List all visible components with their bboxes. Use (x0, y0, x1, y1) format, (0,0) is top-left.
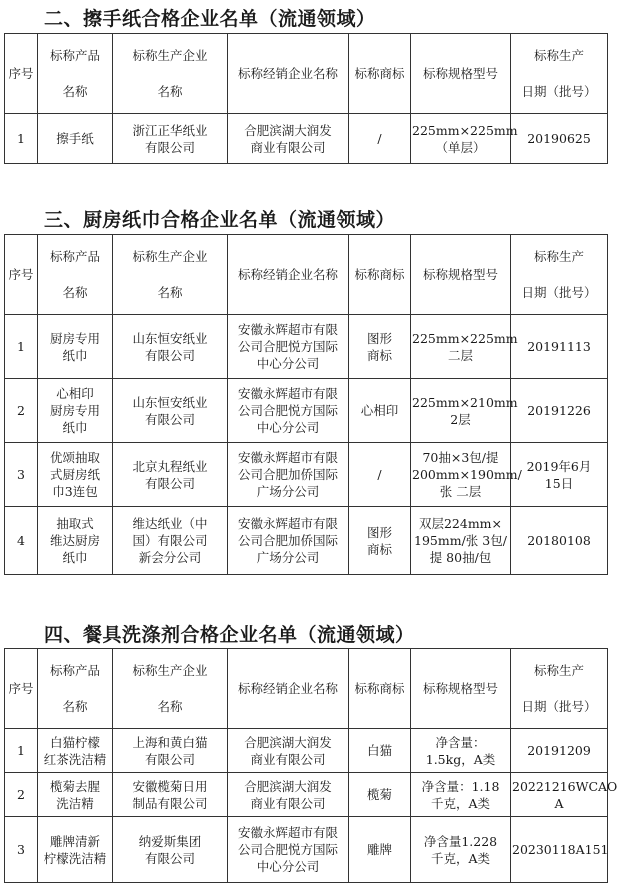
header-line: 标称产品 (49, 248, 100, 264)
header-line: 标称生产 (533, 248, 584, 264)
brand-cell (349, 817, 411, 883)
cell-line: 新会分公司 (138, 550, 202, 565)
product-cell (38, 379, 113, 443)
cell-line: 红茶洗洁精 (43, 751, 107, 767)
header-brand: 标称商标 (349, 235, 411, 315)
brand-cell (349, 443, 411, 507)
cell-line: 200mm×190mm/ (412, 467, 522, 482)
brand-cell (349, 379, 411, 443)
cell-line: 纸巾 (62, 550, 88, 565)
cell-line: 安徽永辉超市有限 (237, 450, 338, 465)
cell-line: 北京丸程纸业 (132, 458, 208, 474)
cell-line: 公司合肥加侨国际 (237, 533, 338, 548)
cell-line: 20191209 (527, 743, 591, 758)
cell-line: 双层224mm× (418, 516, 503, 531)
cell-line: 千克，A类 (430, 795, 491, 811)
spec-cell (411, 379, 518, 443)
cell-line: 中心分公司 (256, 859, 320, 874)
distributor-cell (228, 507, 349, 575)
table-detergent (4, 648, 617, 883)
section-title-kitchen-towel: 三、厨房纸巾合格企业名单（流通领域） (44, 209, 396, 231)
cell-line: 有限公司 (144, 139, 195, 155)
header-spec: 标称规格型号 (411, 235, 511, 315)
cell-line: 商标 (366, 347, 392, 363)
header-date (511, 34, 608, 114)
cell-line: 合肥滨湖大润发 (244, 734, 332, 750)
section-title-paper-towel: 二、擦手纸合格企业名单（流通领域） (44, 8, 376, 30)
header-line: 标称产品 (49, 47, 100, 63)
distributor-cell (228, 114, 349, 164)
cell-line: 上海和黄白猫 (132, 734, 208, 750)
cell-line: 20191226 (527, 403, 591, 418)
header-date (511, 235, 608, 315)
table-paper-towel (4, 33, 608, 164)
cell-line: 225mm×225mm (412, 330, 518, 346)
cell-line: 合肥滨湖大润发 (244, 122, 332, 138)
header-line: 名称 (157, 698, 183, 714)
header-product (38, 235, 113, 315)
date-cell (511, 773, 617, 817)
cell-line: 195mm/张 3包/ (414, 533, 507, 548)
cell-line: / (377, 467, 382, 482)
product-cell (38, 315, 113, 379)
cell-line: 安徽永辉超市有限 (237, 825, 338, 840)
cell-line: 公司合肥悦方国际 (237, 842, 338, 857)
cell-line: 图形 (366, 330, 392, 346)
header-line: 名称 (62, 284, 88, 300)
cell-line: 20191113 (527, 339, 591, 354)
cell-line: 心相印 (360, 403, 399, 418)
cell-line: 山东恒安纸业 (132, 394, 208, 410)
cell-line: 抽取式 (56, 516, 94, 531)
cell-line: / (377, 131, 382, 146)
table-row (5, 773, 608, 817)
producer-cell (113, 114, 228, 164)
producer-cell (113, 817, 228, 883)
seq-cell: 3 (5, 817, 38, 883)
header-line: 标称生产企业 (132, 662, 208, 678)
product-cell (38, 773, 113, 817)
cell-line: 纸巾 (62, 420, 88, 435)
spec-cell (411, 773, 511, 817)
cell-line: 15日 (544, 475, 574, 491)
producer-cell (113, 773, 228, 817)
product-cell (38, 729, 113, 773)
header-line: 名称 (62, 698, 88, 714)
cell-line: 中心分公司 (256, 356, 320, 371)
date-cell (511, 443, 608, 507)
cell-line: 雕牌清新 (49, 833, 100, 849)
header-distributor: 标称经销企业名称 (228, 235, 349, 315)
date-cell (511, 315, 608, 379)
cell-line: 纳爱斯集团 (138, 833, 202, 849)
cell-line: 商业有限公司 (250, 795, 326, 811)
cell-line: 洗洁精 (56, 795, 94, 811)
cell-line: A (554, 795, 564, 811)
cell-line: 净含量：1.18 (421, 778, 500, 794)
cell-line: 安徽永辉超市有限 (237, 516, 338, 531)
cell-line: 70抽×3包/提 (422, 450, 499, 465)
producer-cell (113, 507, 228, 575)
cell-line: 心相印 (56, 386, 94, 401)
header-seq: 序号 (5, 649, 38, 729)
date-cell (511, 729, 608, 773)
cell-line: 20180108 (527, 533, 591, 548)
cell-line: 2019年6月 (526, 458, 592, 474)
cell-line: 柠檬洗洁精 (43, 850, 107, 866)
cell-line: 白猫柠檬 (49, 734, 100, 750)
cell-line: 公司合肥悦方国际 (237, 403, 338, 418)
seq-cell: 3 (5, 443, 38, 507)
brand-cell (349, 773, 411, 817)
cell-line: 广场分公司 (256, 484, 320, 499)
date-cell (511, 379, 608, 443)
producer-cell (113, 315, 228, 379)
cell-line: 白猫 (366, 743, 392, 758)
table-row (5, 379, 608, 443)
header-line: 名称 (157, 83, 183, 99)
cell-line: 维达纸业（中 (132, 516, 208, 531)
cell-line: 合肥滨湖大润发 (244, 778, 332, 794)
distributor-cell (228, 817, 349, 883)
header-spec: 标称规格型号 (411, 34, 511, 114)
seq-cell: 1 (5, 114, 38, 164)
cell-line: 国）有限公司 (132, 533, 208, 548)
seq-cell: 4 (5, 507, 38, 575)
cell-line: 20230118A151 (512, 842, 609, 857)
cell-line: （单层） (435, 139, 486, 155)
seq-cell: 2 (5, 773, 38, 817)
distributor-cell (228, 379, 349, 443)
header-line: 标称生产企业 (132, 248, 208, 264)
brand-cell (349, 507, 411, 575)
cell-line: 225mm×210mm (412, 394, 518, 410)
cell-line: 安徽永辉超市有限 (237, 386, 338, 401)
cell-line: 厨房专用 (49, 403, 100, 418)
table-row (5, 507, 608, 575)
cell-line: 公司合肥悦方国际 (237, 339, 338, 354)
cell-line: 有限公司 (144, 850, 195, 866)
header-spec: 标称规格型号 (411, 649, 511, 729)
seq-cell: 2 (5, 379, 38, 443)
cell-line: 榄菊去腥 (49, 778, 100, 794)
header-line: 日期（批号） (521, 83, 597, 99)
cell-line: 榄菊 (366, 787, 392, 802)
header-line: 标称生产 (533, 47, 584, 63)
header-line: 标称产品 (49, 662, 100, 678)
table-row (5, 315, 608, 379)
cell-line: 安徽永辉超市有限 (237, 322, 338, 337)
cell-line: 图形 (366, 524, 392, 540)
header-line: 标称生产企业 (132, 47, 208, 63)
product-cell (38, 114, 113, 164)
header-row (5, 235, 608, 315)
brand-cell (349, 729, 411, 773)
header-row (5, 34, 608, 114)
brand-cell (349, 114, 411, 164)
header-producer (113, 649, 228, 729)
distributor-cell (228, 443, 349, 507)
cell-line: 公司合肥加侨国际 (237, 467, 338, 482)
seq-cell: 1 (5, 729, 38, 773)
cell-line: 纸巾 (62, 347, 88, 363)
cell-line: 有限公司 (144, 411, 195, 427)
date-cell (511, 817, 608, 883)
cell-line: 式厨房纸 (49, 467, 100, 482)
cell-line: 安徽榄菊日用 (132, 778, 208, 794)
cell-line: 广场分公司 (256, 550, 320, 565)
header-line: 日期（批号） (521, 698, 597, 714)
table-row (5, 729, 608, 773)
seq-cell: 1 (5, 315, 38, 379)
header-product (38, 649, 113, 729)
producer-cell (113, 729, 228, 773)
cell-line: 提 80抽/包 (429, 550, 492, 565)
table-row (5, 817, 608, 883)
header-line: 名称 (62, 83, 88, 99)
spec-cell (411, 507, 511, 575)
header-brand: 标称商标 (349, 34, 411, 114)
header-product (38, 34, 113, 114)
spec-cell (411, 315, 518, 379)
cell-line: 山东恒安纸业 (132, 330, 208, 346)
header-producer (113, 34, 228, 114)
cell-line: 制品有限公司 (132, 795, 208, 811)
cell-line: 20221216WCAO (512, 778, 617, 794)
cell-line: 有限公司 (144, 347, 195, 363)
spec-cell (411, 729, 511, 773)
header-distributor: 标称经销企业名称 (228, 649, 349, 729)
header-line: 标称生产 (533, 662, 584, 678)
cell-line: 优颂抽取 (49, 450, 100, 465)
cell-line: 厨房专用 (49, 330, 100, 346)
date-cell (511, 114, 608, 164)
table-kitchen-towel (4, 234, 608, 575)
header-producer (113, 235, 228, 315)
header-distributor: 标称经销企业名称 (228, 34, 349, 114)
table-row (5, 114, 608, 164)
cell-line: 中心分公司 (256, 420, 320, 435)
cell-line: 维达厨房 (49, 533, 100, 548)
cell-line: 浙江正华纸业 (132, 122, 208, 138)
cell-line: 净含量1.228 (423, 833, 498, 849)
cell-line: 张 二层 (439, 484, 482, 499)
header-line: 日期（批号） (521, 284, 597, 300)
product-cell (38, 817, 113, 883)
product-cell (38, 443, 113, 507)
product-cell (38, 507, 113, 575)
spec-cell (411, 114, 518, 164)
cell-line: 有限公司 (144, 751, 195, 767)
header-brand: 标称商标 (349, 649, 411, 729)
header-date (511, 649, 608, 729)
cell-line: 20190625 (527, 131, 591, 146)
spec-cell (411, 443, 522, 507)
cell-line: 净含量： (435, 734, 486, 750)
cell-line: 225mm×225mm (412, 122, 518, 138)
header-seq: 序号 (5, 34, 38, 114)
cell-line: 雕牌 (366, 842, 392, 857)
section-title-detergent: 四、餐具洗涤剂合格企业名单（流通领域） (44, 624, 415, 646)
cell-line: 商业有限公司 (250, 139, 326, 155)
header-seq: 序号 (5, 235, 38, 315)
cell-line: 1.5kg，A类 (425, 751, 496, 767)
header-line: 名称 (157, 284, 183, 300)
cell-line: 擦手纸 (56, 131, 94, 146)
distributor-cell (228, 729, 349, 773)
producer-cell (113, 443, 228, 507)
distributor-cell (228, 315, 349, 379)
cell-line: 有限公司 (144, 475, 195, 491)
header-row (5, 649, 608, 729)
cell-line: 巾3连包 (52, 484, 98, 499)
date-cell (511, 507, 608, 575)
cell-line: 商标 (366, 541, 392, 557)
table-row (5, 443, 608, 507)
brand-cell (349, 315, 411, 379)
cell-line: 千克，A类 (430, 850, 491, 866)
producer-cell (113, 379, 228, 443)
cell-line: 商业有限公司 (250, 751, 326, 767)
cell-line: 二层 (447, 347, 473, 363)
spec-cell (411, 817, 511, 883)
distributor-cell (228, 773, 349, 817)
cell-line: 2层 (450, 411, 471, 427)
